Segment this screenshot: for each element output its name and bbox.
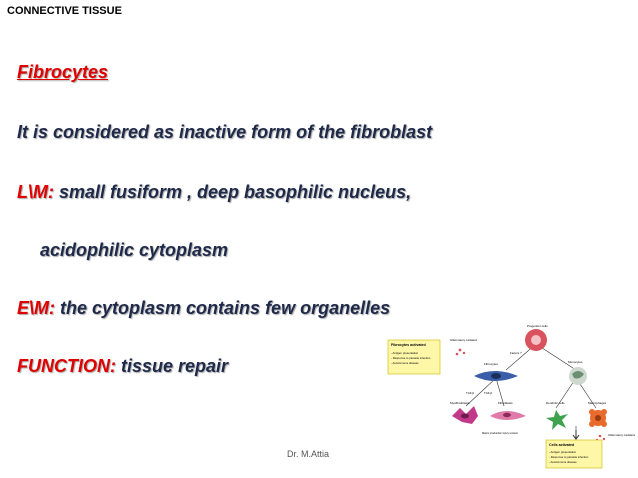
label-factors: Factors ? xyxy=(510,351,522,355)
box-left-title: Fibrocytes activated xyxy=(391,343,426,347)
label-macrophages: Macrophages xyxy=(588,401,607,405)
slide-header-title: CONNECTIVE TISSUE xyxy=(7,5,122,17)
lm-label: L\M: xyxy=(17,182,54,202)
label-tgf-1: TGF-β xyxy=(466,391,475,395)
lm-line xyxy=(17,182,411,203)
monocyte-cell-icon xyxy=(569,367,587,385)
arrow-down-icon xyxy=(573,430,579,439)
myofibroblast-cell-icon xyxy=(452,406,478,424)
function-line xyxy=(17,356,228,377)
label-matrix: Matrix production Injury tension xyxy=(482,432,519,435)
label-myofibroblasts: Myofibroblasts xyxy=(450,401,470,405)
function-text: tissue repair xyxy=(121,356,229,376)
label-inflammatory-1: Inflammatory mediators xyxy=(450,339,478,342)
lm-text-1: small fusiform , deep basophilic nucleus, xyxy=(59,182,412,202)
box-left-item-1: - Antigen presentation xyxy=(391,351,419,355)
label-dendritic: Dendritic cells xyxy=(546,401,565,405)
fibrocyte-cell-icon xyxy=(474,371,518,381)
box-right-item-3: - Autoimmune disease xyxy=(549,460,577,464)
box-left xyxy=(388,340,440,374)
label-inflammatory-2: Inflammatory mediators xyxy=(608,434,636,437)
heading-fibrocytes: Fibrocytes xyxy=(17,62,109,82)
fibroblast-cell-icon xyxy=(490,411,526,420)
box-left-item-3: - Autoimmune disease xyxy=(391,361,419,365)
dendritic-cell-icon xyxy=(546,410,568,430)
em-line xyxy=(17,298,390,319)
box-right-title: Cells activated xyxy=(549,443,575,447)
label-fibrocytes: Fibrocytes xyxy=(484,362,498,366)
box-right-item-1: - Antigen presentation xyxy=(549,450,577,454)
label-tgf-2: TGF-β xyxy=(484,391,493,395)
progenitor-cell-icon xyxy=(525,329,547,351)
box-left-item-2: - Response to parasite infection xyxy=(391,356,431,360)
label-progenitor: Progenitor cells xyxy=(527,324,548,328)
box-right xyxy=(546,440,602,468)
em-text: the cytoplasm contains few organelles xyxy=(60,298,391,318)
label-fibroblasts: Fibroblasts xyxy=(498,401,513,405)
em-label: E\M: xyxy=(17,298,55,318)
label-monocytes: Monocytes xyxy=(568,360,583,364)
lm-text-2: acidophilic cytoplasm xyxy=(40,240,229,260)
box-right-item-2: - Response to parasite infection xyxy=(549,455,589,459)
definition-statement: It is considered as inactive form of the fibroblast xyxy=(17,122,433,142)
macrophage-cell-icon xyxy=(589,409,607,427)
mediator-dots-icon xyxy=(456,349,466,356)
footer-credit: Dr. M.Attia xyxy=(287,449,330,459)
fibrocyte-diagram xyxy=(386,318,636,470)
function-label: FUNCTION: xyxy=(17,356,116,376)
